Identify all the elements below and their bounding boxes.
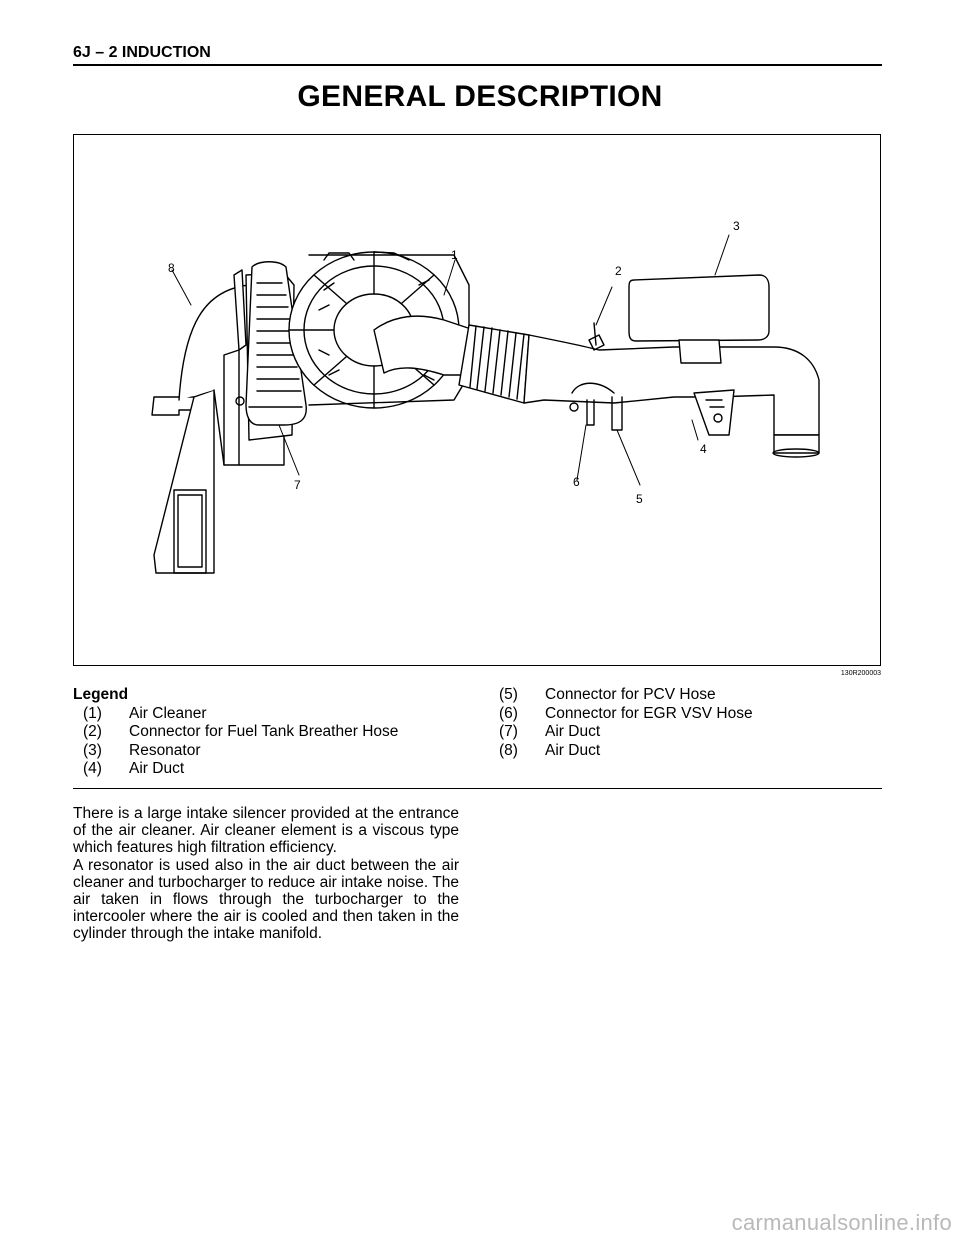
main-air-duct-drawing xyxy=(524,323,819,457)
callout-2: 2 xyxy=(615,264,622,278)
legend-item-label: Air Duct xyxy=(545,723,601,741)
legend-column-right xyxy=(499,686,753,760)
legend-item-number: (7) xyxy=(499,723,518,741)
legend-item xyxy=(499,742,753,761)
watermark: carmanualsonline.info xyxy=(731,1210,952,1235)
legend-item-number: (5) xyxy=(499,686,518,703)
legend-item-label: Connector for PCV Hose xyxy=(545,686,716,703)
legend-item-number: (4) xyxy=(83,760,102,778)
legend-item-label: Air Cleaner xyxy=(129,704,207,722)
bellows-drawing xyxy=(459,325,529,403)
legend-item-number: (2) xyxy=(83,723,102,741)
legend-item-label: Connector for EGR VSV Hose xyxy=(545,704,753,722)
legend-item xyxy=(73,705,398,724)
legend-item-number: (6) xyxy=(499,704,518,722)
legend-item xyxy=(499,686,753,705)
legend-item-number: (3) xyxy=(83,741,102,759)
paragraph-resonator: A resonator is used also in the air duct between the air cleaner and turbocharger to reduce air intake noise. The air taken in flows through the turbocharger to the intercooler where the air is cooled and then taken in the cylinder through the intake manifold. xyxy=(73,856,459,943)
bracket-drawing xyxy=(694,390,734,435)
legend-item-label: Air Duct xyxy=(545,741,601,759)
legend-item xyxy=(73,760,398,779)
callout-6: 6 xyxy=(573,475,580,489)
callout-8: 8 xyxy=(168,261,175,275)
legend-item xyxy=(499,705,753,724)
figure-code: 130R200003 xyxy=(840,670,881,677)
legend-item-label: Resonator xyxy=(129,741,201,759)
legend-item-label: Air Duct xyxy=(129,760,185,778)
legend-item xyxy=(73,723,398,742)
callout-5: 5 xyxy=(636,492,643,506)
legend-item xyxy=(499,723,753,742)
legend-divider xyxy=(73,788,882,789)
legend-title: Legend xyxy=(73,686,129,703)
callout-4: 4 xyxy=(700,442,707,456)
description-text xyxy=(73,805,459,943)
page-header: 6J – 2 INDUCTION xyxy=(73,44,211,61)
page-title: GENERAL DESCRIPTION xyxy=(297,80,663,113)
legend-column-left xyxy=(73,686,398,779)
paragraph-intake-silencer: There is a large intake silencer provided at the entrance of the air cleaner. Air cleaner element is a viscous type which features high filtration efficiency. xyxy=(73,805,459,857)
callout-1: 1 xyxy=(451,248,458,262)
legend-item-number: (8) xyxy=(499,741,518,759)
callout-7: 7 xyxy=(294,478,301,492)
callout-3: 3 xyxy=(733,219,740,233)
intake-diagram xyxy=(73,134,881,666)
legend-item-number: (1) xyxy=(83,704,102,722)
legend-item xyxy=(73,742,398,761)
header-rule xyxy=(73,64,882,66)
connecting-pipe-drawing xyxy=(374,316,474,375)
legend-item-label: Connector for Fuel Tank Breather Hose xyxy=(129,723,399,741)
